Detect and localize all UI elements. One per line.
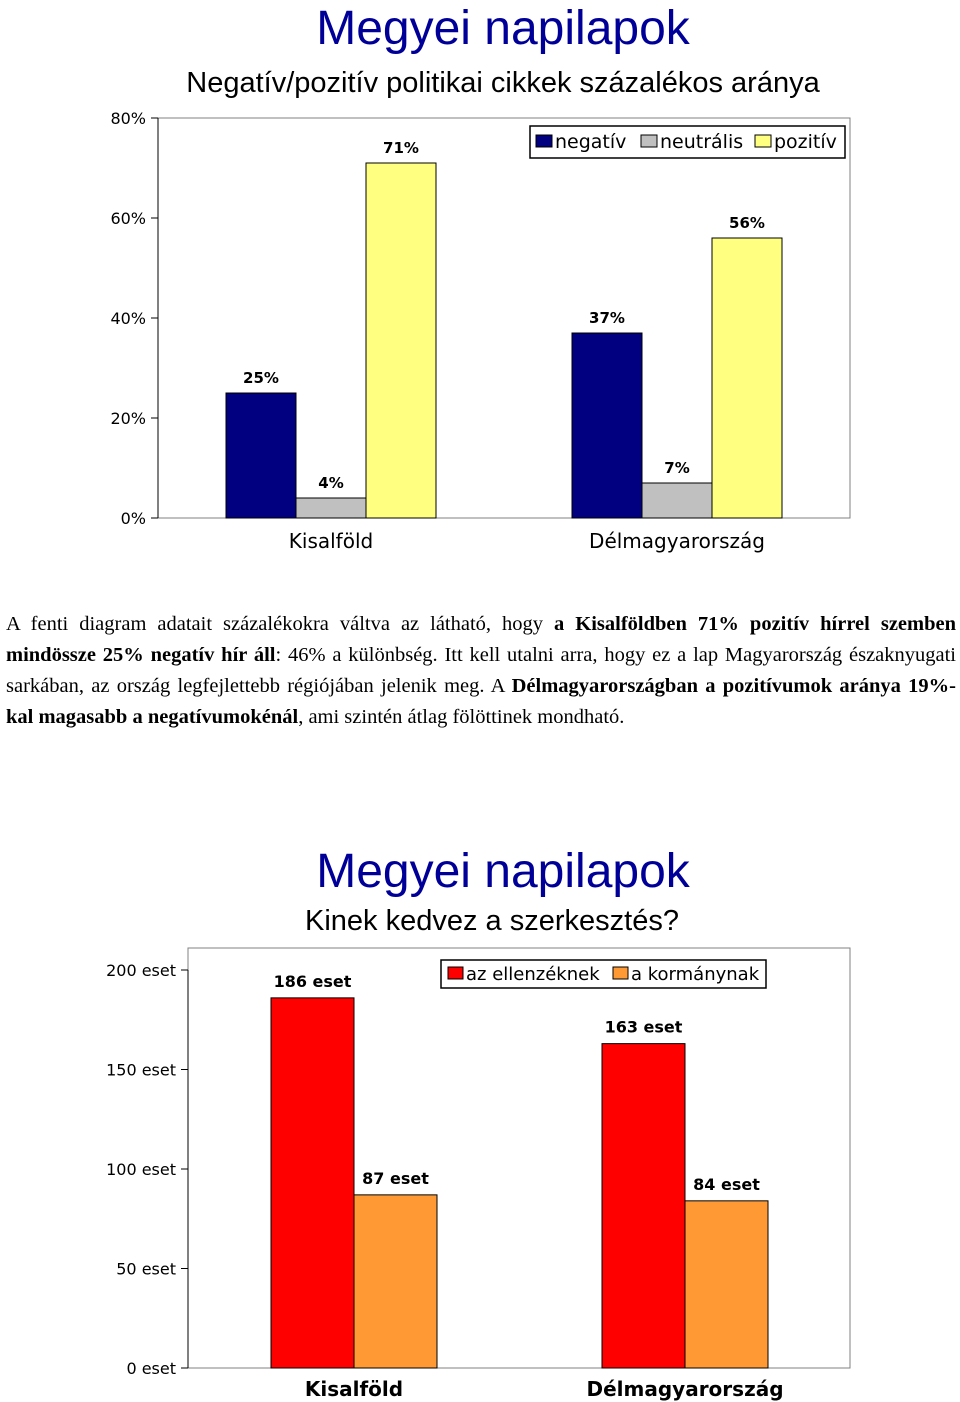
y-tick-label: 50 eset xyxy=(116,1259,176,1279)
bar-value-label: 84 eset xyxy=(693,1174,760,1194)
chart-2-title: Megyei napilapok xyxy=(316,845,690,898)
chart-2-subtitle: Kinek kedvez a szerkesztés? xyxy=(305,905,679,937)
y-tick-label: 80% xyxy=(110,109,146,128)
analysis-paragraph xyxy=(6,609,956,733)
bar-1-1 xyxy=(685,1201,768,1368)
legend-label-negativ: negatív xyxy=(555,131,627,153)
legend-label-pozitiv: pozitív xyxy=(774,131,837,153)
y-tick-label: 0 eset xyxy=(126,1359,176,1378)
bar-value-label: 4% xyxy=(318,474,344,492)
legend-swatch-pozitiv xyxy=(755,135,771,147)
bar-2-1 xyxy=(712,238,782,518)
category-label: Délmagyarország xyxy=(589,529,765,553)
legend-label-ellenzeknek: az ellenzéknek xyxy=(466,964,600,985)
bar-1-1 xyxy=(642,483,712,518)
y-tick-label: 150 eset xyxy=(106,1060,176,1080)
paragraph-text-2: : 46% a különbség. Itt kell utalni arra, hogy ez a lap Magyarország északnyugati sarkában, az ország legfejlettebb régiójában jelenik meg. A xyxy=(6,644,957,697)
bar-value-label: 56% xyxy=(729,214,765,232)
chart-1-subtitle: Negatív/pozitív politikai cikkek százalékos aránya xyxy=(186,67,820,99)
category-label: Kisalföld xyxy=(288,529,374,553)
chart-1-y-axis xyxy=(110,109,158,528)
bar-0-1 xyxy=(602,1044,685,1368)
chart-2 xyxy=(0,822,960,1402)
bar-0-1 xyxy=(572,333,642,518)
bar-value-label: 186 eset xyxy=(273,971,352,991)
chart-1-title: Megyei napilapok xyxy=(316,2,690,55)
bar-value-label: 87 eset xyxy=(362,1168,429,1188)
bar-value-label: 25% xyxy=(243,369,279,387)
paragraph-text-1: A fenti diagram adatait százalékokra váltva az látható, hogy xyxy=(6,613,555,635)
category-label: Délmagyarország xyxy=(586,1377,784,1401)
bar-value-label: 163 eset xyxy=(604,1017,683,1037)
chart-2-x-axis xyxy=(305,1377,784,1401)
bar-value-label: 71% xyxy=(383,139,419,157)
y-tick-label: 200 eset xyxy=(106,961,176,980)
legend-swatch-neutralis xyxy=(641,135,657,147)
legend-swatch-kormanynak xyxy=(613,967,628,979)
y-tick-label: 60% xyxy=(110,209,146,228)
y-tick-label: 0% xyxy=(120,509,146,528)
paragraph-bold-2: Délmagyarországban a pozitívumok aránya 19%-kal magasabb a negatívumokénál xyxy=(6,675,956,728)
bar-1-0 xyxy=(354,1195,437,1368)
chart-2-legend xyxy=(441,960,766,988)
legend-label-kormanynak: a kormánynak xyxy=(631,964,760,985)
chart-2-y-axis xyxy=(106,961,188,1378)
paragraph-text-3: , ami szintén átlag fölöttinek mondható. xyxy=(298,706,625,728)
y-tick-label: 20% xyxy=(110,409,146,428)
chart-1-x-axis xyxy=(289,529,765,553)
legend-swatch-ellenzeknek xyxy=(448,967,463,979)
bar-0-0 xyxy=(226,393,296,518)
chart-1 xyxy=(0,0,960,570)
y-tick-label: 100 eset xyxy=(106,1160,176,1179)
legend-swatch-negativ xyxy=(536,135,552,147)
bar-value-label: 7% xyxy=(664,459,690,477)
chart-1-legend xyxy=(530,126,845,158)
bar-0-0 xyxy=(271,998,354,1368)
legend-label-neutralis: neutrális xyxy=(660,131,744,153)
bar-1-0 xyxy=(296,498,366,518)
bar-value-label: 37% xyxy=(589,309,625,327)
category-label: Kisalföld xyxy=(304,1377,404,1401)
bar-2-0 xyxy=(366,163,436,518)
y-tick-label: 40% xyxy=(110,309,146,328)
paragraph-bold-1: a Kisalföldben 71% pozitív hírrel szemben mindössze 25% negatív hír áll xyxy=(6,613,957,666)
